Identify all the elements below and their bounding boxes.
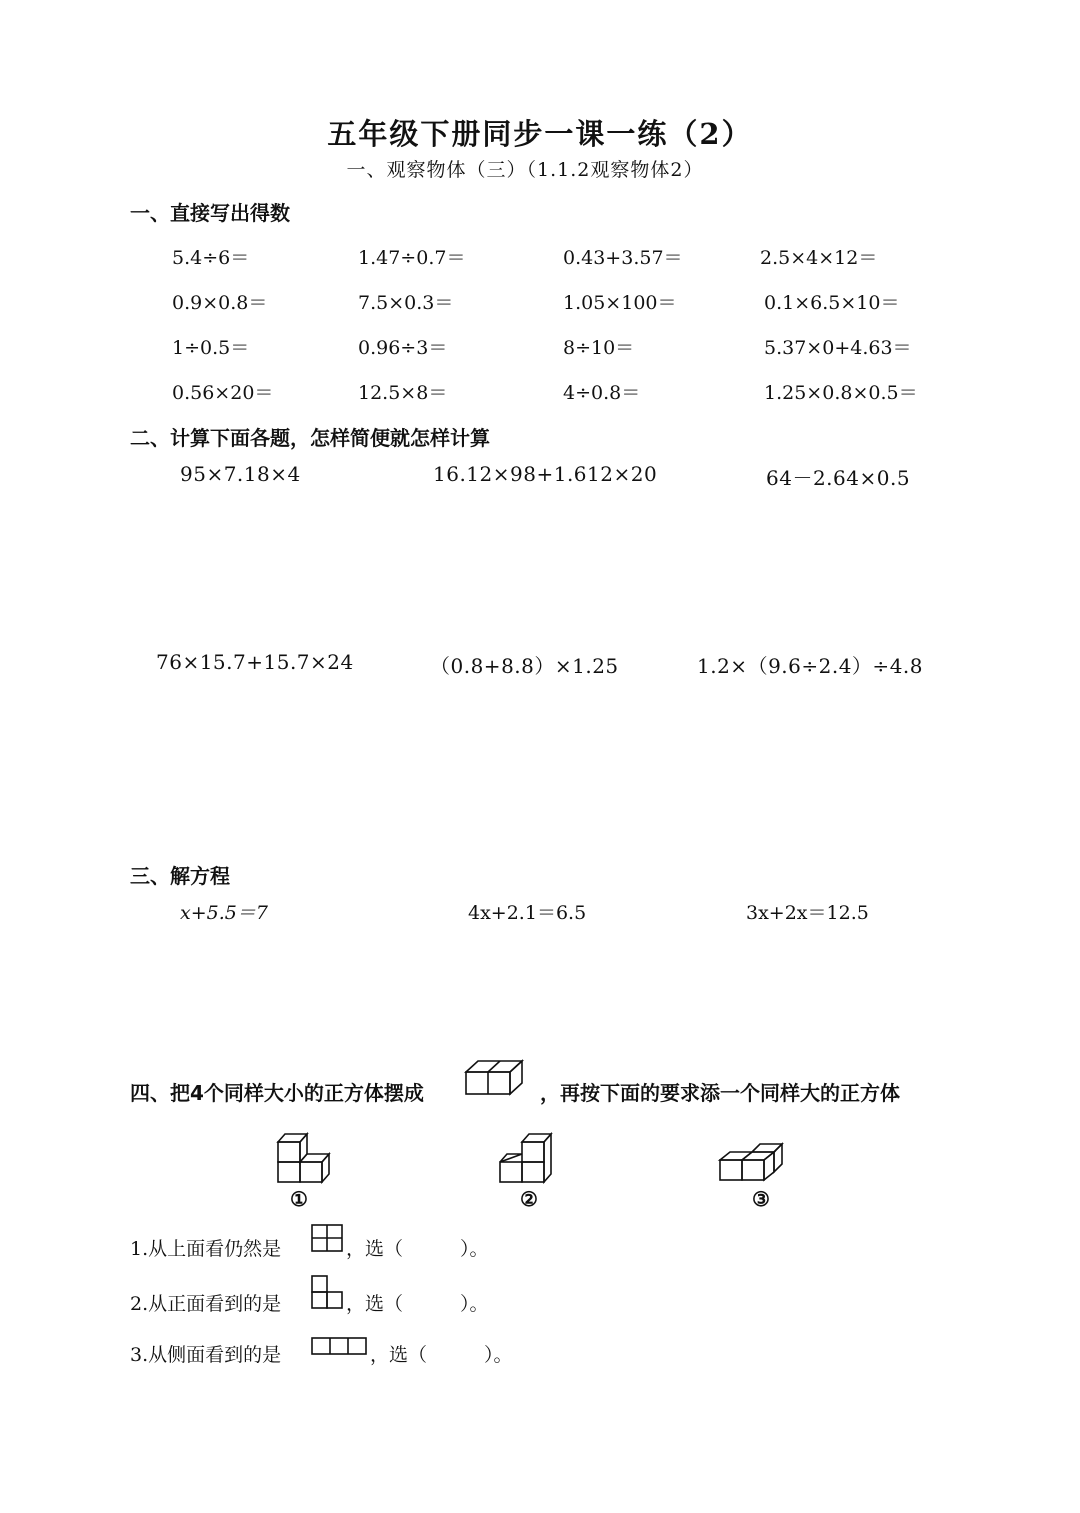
calc-problem: （0.8+8.8）×1.25: [430, 654, 619, 678]
section2-heading: 二、计算下面各题，怎样简便就怎样计算: [130, 426, 490, 450]
question-3-answer: ，选（ ）。: [370, 1344, 513, 1366]
top-view-grid-icon: [310, 1223, 344, 1253]
oral-problem: 2.5×4×12＝: [760, 247, 878, 269]
oral-problem: 0.9×0.8＝: [172, 292, 268, 314]
oral-problem: 0.43+3.57＝: [563, 247, 683, 269]
oral-problem: 5.37×0+4.63＝: [764, 337, 912, 359]
oral-problem: 4÷0.8＝: [563, 382, 641, 404]
equation: x+5.5＝7: [180, 902, 268, 924]
calc-problem: 76×15.7+15.7×24: [156, 650, 354, 674]
question-3-text: 3.从侧面看到的是: [130, 1344, 282, 1366]
cube-figure-3: [718, 1134, 790, 1184]
cube-figure-1: [276, 1128, 338, 1184]
oral-problem: 0.56×20＝: [172, 382, 274, 404]
section3-heading: 三、解方程: [130, 864, 230, 888]
section1-heading: 一、直接写出得数: [130, 201, 290, 225]
section4-heading-end: ，再按下面的要求添一个同样大的正方体: [540, 1081, 900, 1105]
oral-problem: 7.5×0.3＝: [358, 292, 454, 314]
section4-heading-start: 四、把4个同样大小的正方体摆成: [130, 1081, 424, 1105]
question-2-text: 2.从正面看到的是: [130, 1293, 282, 1315]
question-1-answer: ，选（ ）。: [346, 1238, 489, 1260]
calc-problem: 95×7.18×4: [180, 462, 301, 486]
figure-label-2: ②: [520, 1187, 538, 1211]
oral-problem: 0.96÷3＝: [358, 337, 448, 359]
page-title: 五年级下册同步一课一练（2）: [327, 117, 753, 151]
question-2-answer: ，选（ ）。: [346, 1293, 489, 1315]
oral-problem: 1.47÷0.7＝: [358, 247, 466, 269]
equation: 3x+2x＝12.5: [746, 902, 869, 924]
calc-problem: 16.12×98+1.612×20: [433, 462, 658, 486]
calc-problem: 64－2.64×0.5: [766, 466, 911, 490]
oral-problem: 8÷10＝: [563, 337, 635, 359]
equation: 4x+2.1＝6.5: [468, 902, 587, 924]
oral-problem: 5.4÷6＝: [172, 247, 250, 269]
oral-problem: 0.1×6.5×10＝: [764, 292, 900, 314]
four-cube-block-icon: [464, 1058, 526, 1098]
oral-problem: 1÷0.5＝: [172, 337, 250, 359]
front-view-grid-icon: [310, 1274, 344, 1310]
oral-problem: 1.05×100＝: [563, 292, 677, 314]
oral-problem: 12.5×8＝: [358, 382, 448, 404]
side-view-grid-icon: [310, 1336, 368, 1358]
page-subtitle: 一、观察物体（三）（1.1.2观察物体2）: [346, 159, 704, 181]
question-1-text: 1.从上面看仍然是: [130, 1238, 282, 1260]
calc-problem: 1.2×（9.6÷2.4）÷4.8: [697, 654, 923, 678]
figure-label-3: ③: [752, 1187, 770, 1211]
figure-label-1: ①: [290, 1187, 308, 1211]
cube-figure-2: [498, 1128, 560, 1184]
oral-problem: 1.25×0.8×0.5＝: [764, 382, 918, 404]
